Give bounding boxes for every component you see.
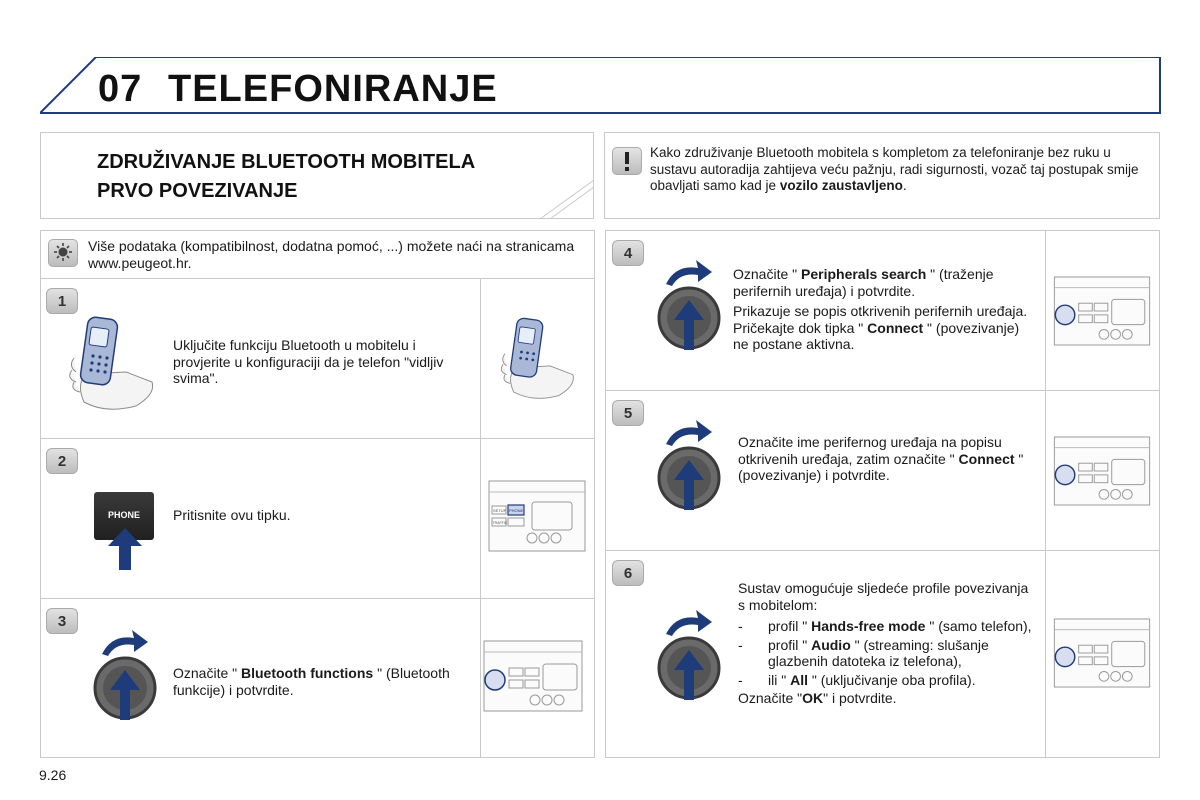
divider xyxy=(40,598,595,599)
step-6-text xyxy=(738,580,1038,707)
divider xyxy=(40,278,595,279)
section-title-line2: PRVO POVEZIVANJE xyxy=(97,180,298,202)
step-5-text: Označite ime perifernog uređaja na popisu otkrivenih uređaja, zatim označite " Connect " (povezivanje) i potvrdite. xyxy=(738,434,1024,483)
radio-panel-phone-highlight-icon xyxy=(488,480,586,552)
step-2-text: Pritisnite ovu tipku. xyxy=(173,507,291,523)
radio-panel-knob-icon xyxy=(1048,618,1156,688)
step-1-text: Uključite funkciju Bluetooth u mobitelu i provjerite u konfiguraciji da je telefon "vidljiv svima". xyxy=(173,337,444,386)
rotary-knob-icon xyxy=(656,418,726,510)
rotary-knob-icon xyxy=(92,628,162,720)
rotary-knob-icon xyxy=(656,258,726,350)
phone-key-label: PHONE xyxy=(107,510,140,520)
profiles-intro: Sustav omogućuje sljedeće profile povezivanja s mobitelom: xyxy=(738,580,1029,613)
list-item: - ili " All " (uključivanje oba profila). xyxy=(738,672,1038,689)
chapter-title: TELEFONIRANJE xyxy=(168,68,498,110)
step-number-badge: 4 xyxy=(612,240,644,266)
exclamation-icon xyxy=(612,147,642,175)
step-number-badge: 3 xyxy=(46,608,78,634)
traffic-key-label: TRAFFIC xyxy=(492,521,508,525)
radio-panel-knob-icon xyxy=(483,640,583,712)
step-number-badge: 5 xyxy=(612,400,644,426)
phone-key-label: PHONE xyxy=(509,508,524,513)
divider xyxy=(40,438,595,439)
setup-key-label: SETUP xyxy=(493,508,507,513)
chapter-number: 07 xyxy=(98,68,143,110)
radio-panel-knob-icon xyxy=(1048,436,1156,506)
list-item: - profil " Audio " (streaming: slušanje glazbenih datoteka iz telefona), xyxy=(738,637,1038,670)
press-arrow-icon xyxy=(108,528,142,570)
profiles-list xyxy=(738,618,1038,688)
section-title xyxy=(97,148,577,206)
list-item: - profil " Hands-free mode " (samo telefon), xyxy=(738,618,1038,635)
divider xyxy=(480,278,481,758)
divider xyxy=(605,390,1160,391)
phone-in-hand-icon xyxy=(66,314,158,414)
step-number-badge: 1 xyxy=(46,288,78,314)
rotary-knob-icon xyxy=(656,608,726,700)
step-3-text: Označite " Bluetooth functions " (Bluetooth funkcije) i potvrdite. xyxy=(173,665,450,698)
warning-text: Kako združivanje Bluetooth mobitela s kompletom za telefoniranje bez ruku u sustavu autoradija zahtijeva veću pažnju, radi sigurnosti, vozač taj postupak smije obavljati samo kad je vozilo zaustavljeno. xyxy=(650,145,1139,193)
page-number: 9.26 xyxy=(39,767,67,783)
radio-panel-knob-icon xyxy=(1048,276,1156,346)
info-text: Više podataka (kompatibilnost, dodatna pomoć, ...) možete naći na stranicama www.peugeot.hr. xyxy=(88,238,575,271)
divider xyxy=(605,550,1160,551)
step-4-text: Označite " Peripherals search " (traženje perifernih uređaja) i potvrdite. Prikazuje se popis otkrivenih perifernih uređaja. Pričekajte dok tipka " Connect " (povezivanje) ne postane aktivna. xyxy=(733,266,1028,352)
divider xyxy=(1045,230,1046,758)
phone-in-hand-icon xyxy=(498,314,578,404)
section-title-line1: ZDRUŽIVANJE BLUETOOTH MOBITELA xyxy=(97,151,476,173)
lightbulb-icon xyxy=(48,239,78,267)
step-number-badge: 6 xyxy=(612,560,644,586)
step-number-badge: 2 xyxy=(46,448,78,474)
profiles-outro: Označite "OK" i potvrdite. xyxy=(738,690,897,706)
